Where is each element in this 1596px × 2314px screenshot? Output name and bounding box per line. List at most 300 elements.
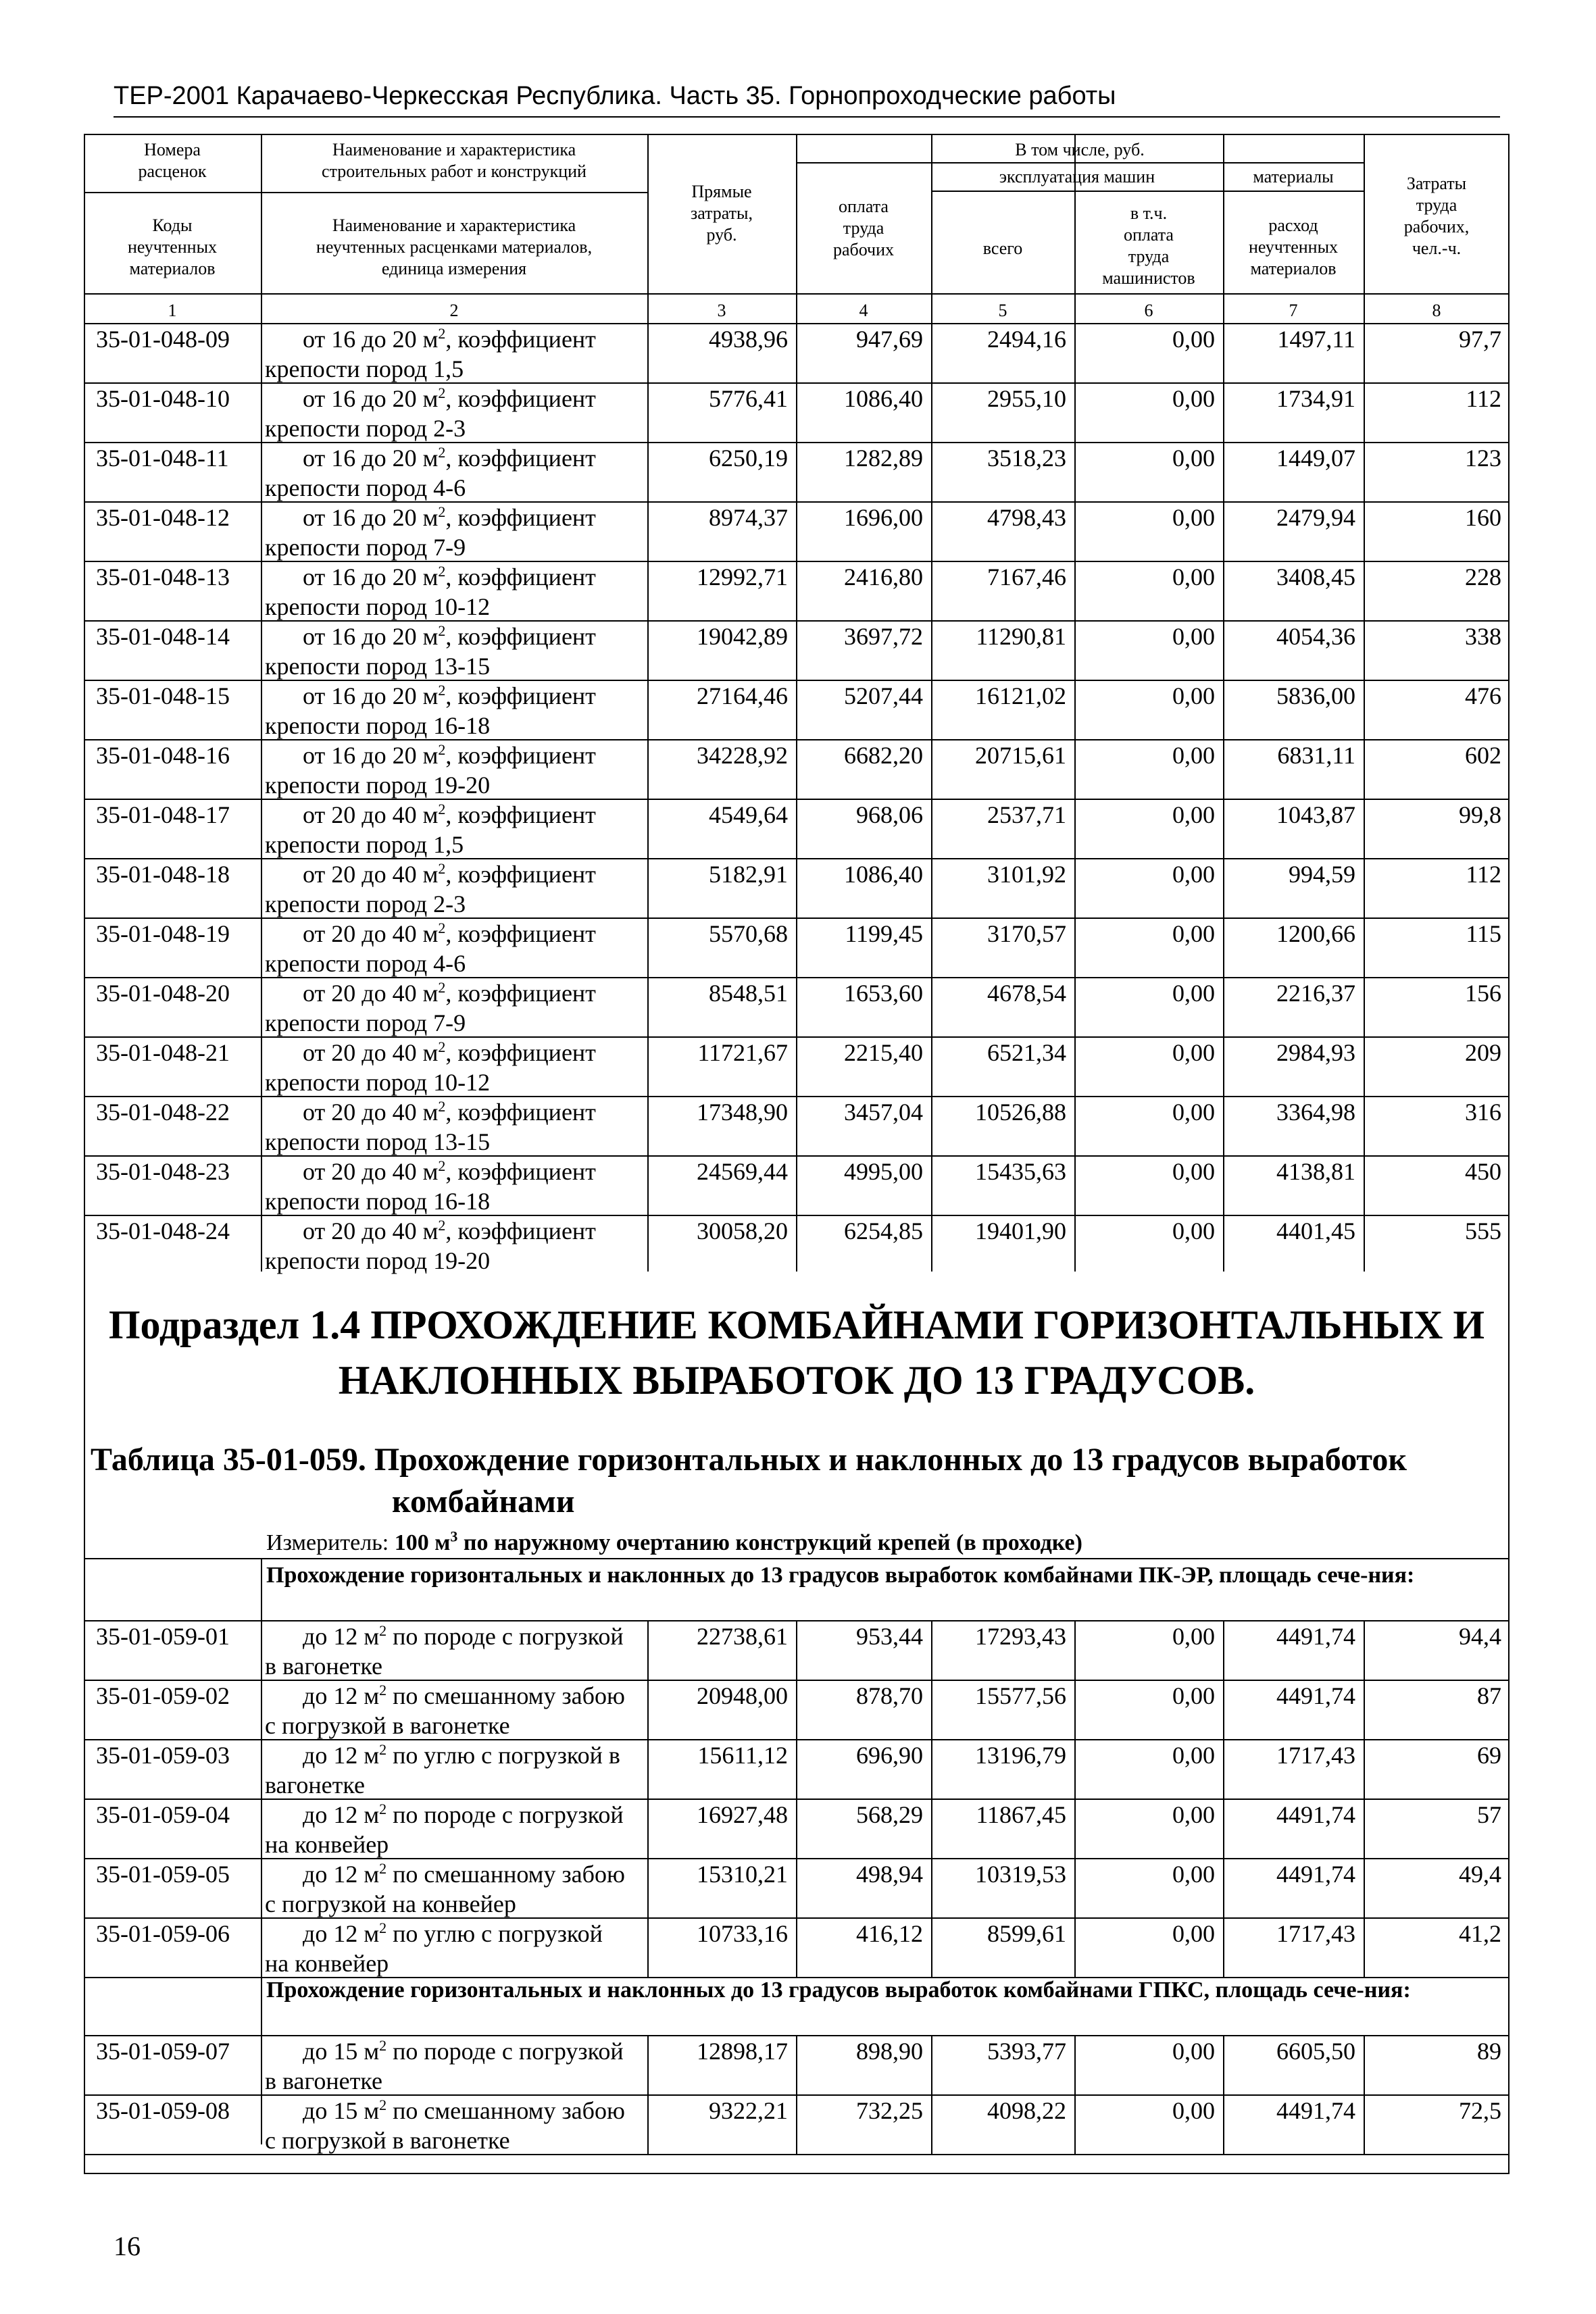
header-text: Прямые — [691, 182, 752, 201]
header-text: труда — [843, 218, 884, 238]
page-number: 16 — [114, 2231, 141, 2261]
value-cell: 10733,16 — [697, 1920, 788, 1947]
work-description-part: , коэффициент — [445, 445, 596, 472]
value-cell: 0,00 — [1172, 1861, 1215, 1888]
value-cell: 0,00 — [1172, 2038, 1215, 2065]
value-cell: 1734,91 — [1276, 385, 1355, 412]
row-col-divider — [796, 1620, 797, 1680]
value-cell: 1086,40 — [844, 861, 923, 888]
work-description-part: крепости пород 7-9 — [265, 534, 466, 561]
work-description-part: , коэффициент — [445, 1099, 596, 1126]
value-cell: 0,00 — [1172, 920, 1215, 947]
work-description-part: , коэффициент — [445, 1039, 596, 1066]
row-col-divider — [1074, 2094, 1076, 2154]
rate-code: 35-01-048-18 — [96, 861, 230, 888]
value-cell: 0,00 — [1172, 861, 1215, 888]
work-description-part: , коэффициент — [445, 326, 596, 353]
including-header: В том числе, руб. — [1015, 140, 1145, 159]
table-row — [84, 1155, 1510, 1216]
rate-code: 35-01-059-06 — [96, 1920, 230, 1947]
value-cell: 2955,10 — [987, 385, 1066, 412]
value-cell: 3170,57 — [987, 920, 1066, 947]
work-description-part: с погрузкой в вагонетке — [265, 2127, 510, 2154]
table-row — [84, 739, 1510, 800]
table-row — [84, 858, 1510, 919]
work-description — [265, 859, 643, 919]
value-cell: 0,00 — [1172, 445, 1215, 472]
header-text: рабочих, — [1403, 217, 1470, 236]
table-row — [84, 680, 1510, 740]
value-cell: 228 — [1465, 563, 1501, 590]
header-text: труда — [1128, 247, 1170, 266]
header-text: машинистов — [1102, 268, 1195, 288]
work-description — [265, 1859, 643, 1919]
row-col-divider — [647, 2094, 649, 2154]
square-sup: 2 — [438, 1157, 446, 1174]
column-number: 3 — [717, 301, 726, 320]
value-cell: 5836,00 — [1276, 682, 1355, 709]
value-cell: 1086,40 — [844, 385, 923, 412]
value-cell: 115 — [1466, 920, 1501, 947]
row-col-divider — [647, 1858, 649, 1917]
work-description — [265, 1681, 643, 1740]
work-description-part: до 12 м — [303, 1861, 380, 1888]
work-description — [265, 1038, 643, 1097]
work-description-part: от 20 до 40 м — [303, 1099, 439, 1126]
row-col-divider — [931, 1680, 932, 1739]
machines-line — [931, 191, 1364, 192]
table-title — [91, 1439, 1503, 1523]
work-description-part: до 12 м — [303, 1801, 380, 1828]
value-cell: 34228,92 — [697, 742, 788, 769]
value-cell: 11721,67 — [697, 1039, 788, 1066]
work-description-part: крепости пород 4-6 — [265, 474, 466, 501]
value-cell: 112 — [1466, 861, 1501, 888]
value-cell: 3364,98 — [1276, 1099, 1355, 1126]
value-cell: 2494,16 — [987, 326, 1066, 353]
value-cell: 2537,71 — [987, 801, 1066, 828]
value-cell: 15577,56 — [975, 1682, 1066, 1709]
value-cell: 5570,68 — [709, 920, 788, 947]
row-col-divider — [1364, 1739, 1365, 1799]
work-description — [265, 1919, 643, 1978]
table2-top-line — [84, 1558, 1510, 1559]
square-sup: 2 — [438, 682, 446, 699]
value-cell: 316 — [1465, 1099, 1501, 1126]
work-description-part: крепости пород 1,5 — [265, 355, 464, 382]
rate-code: 35-01-059-04 — [96, 1801, 230, 1828]
row-col-divider — [1074, 1620, 1076, 1680]
table-row — [84, 501, 1510, 562]
work-description-part: крепости пород 19-20 — [265, 1247, 491, 1274]
value-cell: 450 — [1465, 1158, 1501, 1185]
col2-header-bottom — [261, 215, 647, 280]
row-col-divider — [647, 2035, 649, 2094]
square-sup: 2 — [379, 1860, 387, 1877]
row-col-divider — [796, 2094, 797, 2154]
work-description-part: от 16 до 20 м — [303, 445, 439, 472]
work-description-part: по породе с погрузкой — [386, 1801, 624, 1828]
value-cell: 2984,93 — [1276, 1039, 1355, 1066]
work-description-part: до 15 м — [303, 2038, 380, 2065]
value-cell: 5182,91 — [709, 861, 788, 888]
row-col-divider — [796, 2035, 797, 2094]
measure-value: 100 м — [394, 1530, 451, 1555]
materials-header: материалы — [1253, 167, 1334, 186]
rate-code: 35-01-059-03 — [96, 1742, 230, 1769]
value-cell: 0,00 — [1172, 1801, 1215, 1828]
table-row — [84, 442, 1510, 503]
square-sup: 2 — [438, 860, 446, 877]
row-col-divider — [647, 1739, 649, 1799]
square-sup: 2 — [438, 1217, 446, 1234]
work-description-part: от 20 до 40 м — [303, 1217, 439, 1244]
subsection-line: Подраздел 1.4 ПРОХОЖДЕНИЕ КОМБАЙНАМИ ГОРИЗОНТАЛЬНЫХ И — [108, 1303, 1485, 1347]
row-col-divider — [1364, 1858, 1365, 1917]
table-row — [84, 323, 1510, 384]
row-col-divider — [647, 1680, 649, 1739]
header-text: чел.-ч. — [1412, 238, 1462, 258]
value-cell: 4995,00 — [844, 1158, 923, 1185]
value-cell: 5207,44 — [844, 682, 923, 709]
header-text: затраты, — [690, 203, 753, 223]
value-cell: 17348,90 — [697, 1099, 788, 1126]
value-cell: 2479,94 — [1276, 504, 1355, 531]
square-sup: 2 — [379, 1622, 387, 1639]
value-cell: 0,00 — [1172, 563, 1215, 590]
row-col-divider — [1364, 1680, 1365, 1739]
header-text: Коды — [152, 216, 193, 235]
value-cell: 15611,12 — [697, 1742, 788, 1769]
work-description — [265, 2096, 643, 2155]
work-description-part: крепости пород 2-3 — [265, 890, 466, 917]
table-title-line: Таблица 35-01-059. Прохождение горизонтальных и наклонных до 13 градусов выработок — [91, 1442, 1407, 1478]
value-cell: 1200,66 — [1276, 920, 1355, 947]
work-description-part: , коэффициент — [445, 801, 596, 828]
rate-code: 35-01-059-05 — [96, 1861, 230, 1888]
work-description — [265, 503, 643, 562]
work-description — [265, 800, 643, 859]
work-description-part: , коэффициент — [445, 861, 596, 888]
value-cell: 49,4 — [1459, 1861, 1501, 1888]
square-sup: 2 — [438, 801, 446, 818]
col6-header — [1074, 203, 1223, 289]
subsection-heading — [84, 1297, 1510, 1408]
square-sup: 2 — [438, 622, 446, 639]
value-cell: 8548,51 — [709, 980, 788, 1007]
rate-code: 35-01-059-08 — [96, 2097, 230, 2124]
work-description-part: на конвейер — [265, 1831, 389, 1858]
column-number: 5 — [998, 301, 1007, 320]
header-text: в т.ч. — [1130, 203, 1168, 223]
rate-code: 35-01-048-15 — [96, 682, 230, 709]
value-cell: 0,00 — [1172, 1682, 1215, 1709]
work-description-part: по смешанному забою — [386, 1861, 625, 1888]
square-sup: 2 — [379, 2037, 387, 2054]
work-description — [265, 2036, 643, 2096]
work-description — [265, 740, 643, 800]
work-description-part: от 16 до 20 м — [303, 326, 439, 353]
value-cell: 30058,20 — [697, 1217, 788, 1244]
value-cell: 498,94 — [856, 1861, 923, 1888]
value-cell: 4138,81 — [1276, 1158, 1355, 1185]
value-cell: 3457,04 — [844, 1099, 923, 1126]
work-description-part: по породе с погрузкой — [386, 2038, 624, 2065]
square-sup: 2 — [379, 1741, 387, 1758]
square-sup: 2 — [438, 1038, 446, 1055]
rate-code: 35-01-048-21 — [96, 1039, 230, 1066]
value-cell: 4798,43 — [987, 504, 1066, 531]
rate-code: 35-01-048-10 — [96, 385, 230, 412]
work-description-part: , коэффициент — [445, 1158, 596, 1185]
col8-header — [1364, 173, 1510, 259]
square-sup: 2 — [438, 325, 446, 342]
value-cell: 9322,21 — [709, 2097, 788, 2124]
measure-sup: 3 — [450, 1528, 458, 1545]
work-description-part: по углю с погрузкой — [386, 1920, 603, 1947]
value-cell: 8599,61 — [987, 1920, 1066, 1947]
value-cell: 3408,45 — [1276, 563, 1355, 590]
row-col-divider — [1223, 1620, 1224, 1680]
work-description — [265, 562, 643, 622]
work-description-part: по породе с погрузкой — [386, 1623, 624, 1650]
col1-header-bottom — [84, 215, 261, 280]
work-description-part: крепости пород 7-9 — [265, 1009, 466, 1036]
value-cell: 0,00 — [1172, 1099, 1215, 1126]
work-description-part: по смешанному забою — [386, 2097, 625, 2124]
table-row — [84, 382, 1510, 443]
work-description-part: крепости пород 10-12 — [265, 1069, 491, 1096]
square-sup: 2 — [438, 563, 446, 580]
header-text: рабочих — [832, 240, 895, 259]
row-col-divider — [1364, 1799, 1365, 1858]
value-cell: 4938,96 — [709, 326, 788, 353]
row-col-divider — [1223, 2094, 1224, 2154]
header-text: руб. — [706, 225, 737, 245]
value-cell: 13196,79 — [975, 1742, 1066, 1769]
work-description-part: от 16 до 20 м — [303, 563, 439, 590]
value-cell: 41,2 — [1459, 1920, 1501, 1947]
work-description-part: от 16 до 20 м — [303, 742, 439, 769]
work-description-part: по углю с погрузкой в — [386, 1742, 620, 1769]
work-description-part: в вагонетке — [265, 1653, 382, 1680]
row-col-divider — [931, 1858, 932, 1917]
value-cell: 0,00 — [1172, 1742, 1215, 1769]
square-sup: 2 — [379, 1682, 387, 1699]
rate-code: 35-01-048-12 — [96, 504, 230, 531]
value-cell: 6831,11 — [1277, 742, 1355, 769]
row-col-divider — [1223, 1858, 1224, 1917]
column-number: 1 — [168, 301, 177, 320]
square-sup: 2 — [379, 1919, 387, 1936]
row-col-divider — [1223, 1739, 1224, 1799]
page-header: ТЕР-2001 Карачаево-Черкесская Республика. Часть 35. Горнопроходческие работы — [114, 76, 1500, 118]
work-description-part: , коэффициент — [445, 920, 596, 947]
value-cell: 160 — [1465, 504, 1501, 531]
work-description — [265, 681, 643, 740]
value-cell: 69 — [1477, 1742, 1501, 1769]
col4-header — [796, 196, 931, 261]
col2-header-top — [261, 139, 647, 182]
work-description — [265, 1800, 643, 1859]
value-cell: 5393,77 — [987, 2038, 1066, 2065]
header-text: оплата — [1124, 225, 1174, 245]
row-col-divider — [647, 1917, 649, 1977]
column-number: 4 — [859, 301, 868, 320]
value-cell: 20948,00 — [697, 1682, 788, 1709]
work-description-part: , коэффициент — [445, 980, 596, 1007]
row-col-divider — [1364, 1620, 1365, 1680]
header-text: Наименование и характеристика — [332, 140, 576, 159]
value-cell: 568,29 — [856, 1801, 923, 1828]
rate-code: 35-01-048-20 — [96, 980, 230, 1007]
header-text: труда — [1416, 195, 1457, 215]
value-cell: 0,00 — [1172, 623, 1215, 650]
work-description-part: от 16 до 20 м — [303, 623, 439, 650]
work-description-part: крепости пород 1,5 — [265, 831, 464, 858]
value-cell: 4054,36 — [1276, 623, 1355, 650]
table-title-line: комбайнами — [392, 1484, 575, 1519]
row-col-divider — [796, 1858, 797, 1917]
rate-code: 35-01-059-02 — [96, 1682, 230, 1709]
value-cell: 0,00 — [1172, 1623, 1215, 1650]
work-description — [265, 324, 643, 384]
value-cell: 1282,89 — [844, 445, 923, 472]
value-cell: 0,00 — [1172, 2097, 1215, 2124]
square-sup: 2 — [438, 384, 446, 401]
square-sup: 2 — [379, 2096, 387, 2113]
header-text: материалов — [1250, 259, 1337, 278]
rate-code: 35-01-059-07 — [96, 2038, 230, 2065]
value-cell: 4491,74 — [1276, 1861, 1355, 1888]
value-cell: 1043,87 — [1276, 801, 1355, 828]
measure-desc: по наружному очертанию конструкций крепей (в проходке) — [457, 1530, 1082, 1555]
value-cell: 19042,89 — [697, 623, 788, 650]
value-cell: 12992,71 — [697, 563, 788, 590]
col7-header — [1223, 215, 1364, 280]
row-col-divider — [796, 1680, 797, 1739]
value-cell: 3101,92 — [987, 861, 1066, 888]
row-col-divider — [796, 1799, 797, 1858]
header-text: единица измерения — [381, 259, 527, 278]
value-cell: 19401,90 — [975, 1217, 1066, 1244]
work-description-part: , коэффициент — [445, 385, 596, 412]
table-row — [84, 977, 1510, 1038]
header-text: Затраты — [1406, 174, 1467, 193]
value-cell: 72,5 — [1459, 2097, 1501, 2124]
header-text: строительных работ и конструкций — [322, 161, 587, 181]
work-description-part: , коэффициент — [445, 623, 596, 650]
value-cell: 0,00 — [1172, 1920, 1215, 1947]
header-text: Номера — [144, 140, 201, 159]
work-description — [265, 622, 643, 681]
value-cell: 476 — [1465, 682, 1501, 709]
row-col-divider — [1074, 1680, 1076, 1739]
value-cell: 0,00 — [1172, 682, 1215, 709]
header-text: неучтенных расценками материалов, — [316, 237, 593, 257]
value-cell: 20715,61 — [975, 742, 1066, 769]
work-description-part: , коэффициент — [445, 504, 596, 531]
work-description — [265, 1157, 643, 1216]
col3-header — [647, 181, 796, 246]
work-description-part: от 20 до 40 м — [303, 980, 439, 1007]
value-cell: 1449,07 — [1276, 445, 1355, 472]
value-cell: 6250,19 — [709, 445, 788, 472]
value-cell: 97,7 — [1459, 326, 1501, 353]
value-cell: 112 — [1466, 385, 1501, 412]
column-number: 2 — [449, 301, 459, 320]
value-cell: 4549,64 — [709, 801, 788, 828]
square-sup: 2 — [438, 444, 446, 461]
table-row — [84, 1215, 1510, 1276]
work-description-part: от 20 до 40 м — [303, 1039, 439, 1066]
rate-code: 35-01-048-09 — [96, 326, 230, 353]
group2-line — [84, 1977, 1510, 1978]
value-cell: 696,90 — [856, 1742, 923, 1769]
work-description-part: до 12 м — [303, 1623, 380, 1650]
rate-code: 35-01-048-11 — [96, 445, 229, 472]
value-cell: 4098,22 — [987, 2097, 1066, 2124]
work-description — [265, 978, 643, 1038]
rate-code: 35-01-048-17 — [96, 801, 230, 828]
value-cell: 2416,80 — [844, 563, 923, 590]
work-description-part: , коэффициент — [445, 742, 596, 769]
work-description-part: от 20 до 40 м — [303, 1158, 439, 1185]
table-row — [84, 620, 1510, 681]
row-col-divider — [1364, 1917, 1365, 1977]
machines-header: эксплуатация машин — [999, 167, 1155, 186]
value-cell: 3518,23 — [987, 445, 1066, 472]
value-cell: 0,00 — [1172, 326, 1215, 353]
square-sup: 2 — [438, 979, 446, 996]
value-cell: 1497,11 — [1277, 326, 1355, 353]
row-col-divider — [1364, 2035, 1365, 2094]
row-col-divider — [796, 1739, 797, 1799]
row-col-divider — [1223, 2035, 1224, 2094]
value-cell: 1696,00 — [844, 504, 923, 531]
row-col-divider — [931, 2035, 932, 2094]
row-col-divider — [1074, 2035, 1076, 2094]
rate-code: 35-01-048-16 — [96, 742, 230, 769]
value-cell: 0,00 — [1172, 504, 1215, 531]
value-cell: 1653,60 — [844, 980, 923, 1007]
header-text: расход — [1268, 216, 1318, 235]
value-cell: 94,4 — [1459, 1623, 1501, 1650]
work-description-part: крепости пород 13-15 — [265, 1128, 491, 1155]
work-description-part: , коэффициент — [445, 1217, 596, 1244]
header-text: расценок — [138, 161, 207, 181]
value-cell: 947,69 — [856, 326, 923, 353]
rate-code: 35-01-048-22 — [96, 1099, 230, 1126]
value-cell: 416,12 — [856, 1920, 923, 1947]
value-cell: 898,90 — [856, 2038, 923, 2065]
measure-unit — [266, 1528, 1082, 1558]
work-description-part: крепости пород 4-6 — [265, 950, 466, 977]
value-cell: 5776,41 — [709, 385, 788, 412]
square-sup: 2 — [438, 1098, 446, 1115]
value-cell: 57 — [1477, 1801, 1501, 1828]
value-cell: 2215,40 — [844, 1039, 923, 1066]
work-description-part: вагонетке — [265, 1771, 365, 1799]
column-number: 6 — [1144, 301, 1153, 320]
work-description-part: до 12 м — [303, 1682, 380, 1709]
value-cell: 4491,74 — [1276, 1623, 1355, 1650]
value-cell: 4678,54 — [987, 980, 1066, 1007]
row-col-divider — [931, 1739, 932, 1799]
row-col-divider — [931, 1917, 932, 1977]
value-cell: 1717,43 — [1276, 1742, 1355, 1769]
row-col-divider — [931, 1620, 932, 1680]
